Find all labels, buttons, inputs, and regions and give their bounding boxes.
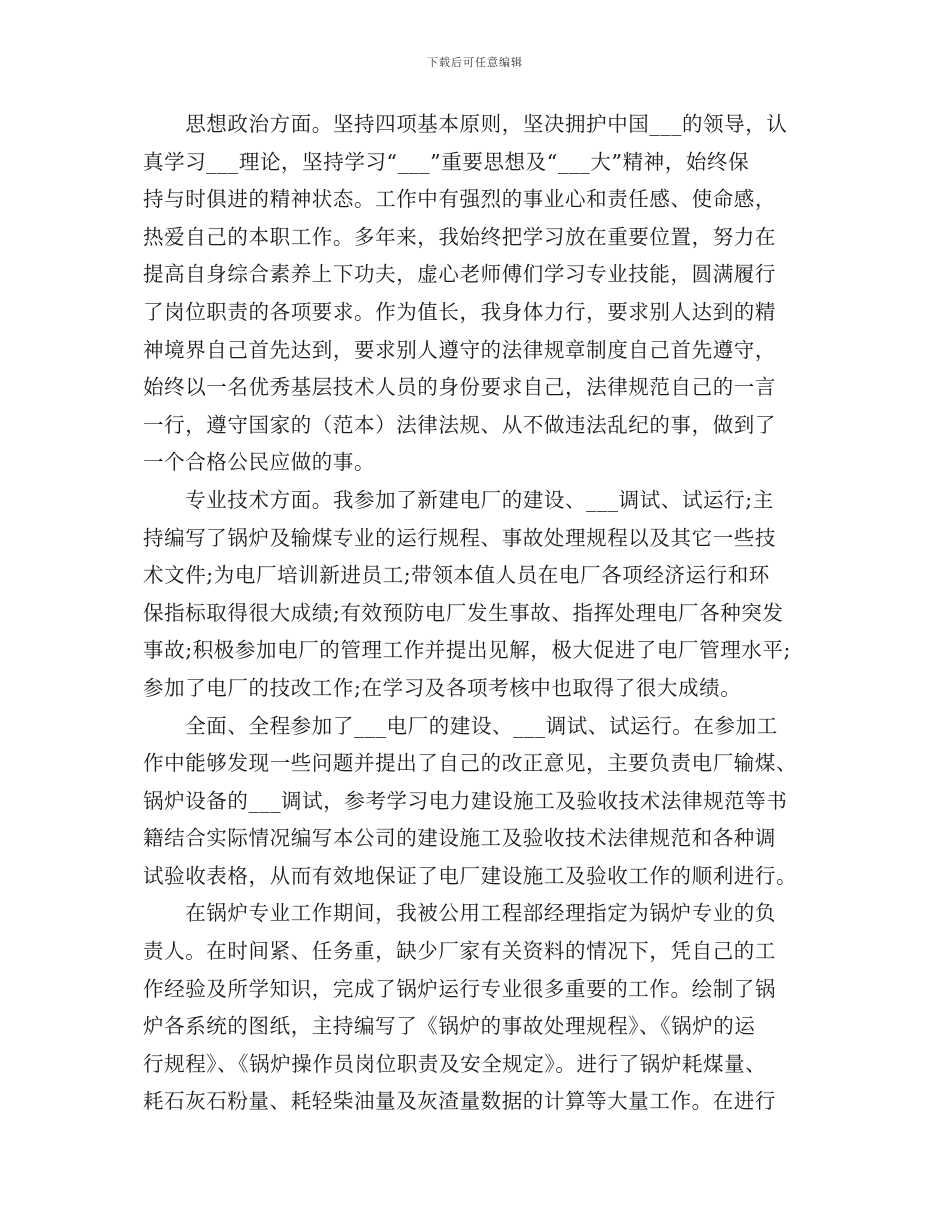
text-line: 热爱自己的本职工作。多年来，我始终把学习放在重要位置，努力在 bbox=[143, 224, 776, 249]
text-line: 专业技术方面。我参加了新建电厂的建设、___调试、试运行;主 bbox=[143, 487, 774, 512]
text-line: 术文件;为电厂培训新进员工;带领本值人员在电厂各项经济运行和环 bbox=[143, 563, 770, 588]
text-line: 炉各系统的图纸，主持编写了《锅炉的事故处理规程》、《锅炉的运 bbox=[143, 1014, 756, 1039]
text-line: 提高自身综合素养上下功夫，虚心老师傅们学习专业技能，圆满履行 bbox=[143, 262, 776, 287]
text-line: 责人。在时间紧、任务重，缺少厂家有关资料的情况下，凭自己的工 bbox=[143, 939, 776, 964]
document-body bbox=[143, 106, 813, 1121]
text-line: 持与时俱进的精神状态。工作中有强烈的事业心和责任感、使命感， bbox=[143, 187, 776, 212]
text-line: 事故;积极参加电厂的管理工作并提出见解，极大促进了电厂管理水平; bbox=[143, 638, 792, 663]
text-line: 一行，遵守国家的（范本）法律法规、从不做违法乱纪的事，做到了 bbox=[143, 412, 776, 437]
text-line: 全面、全程参加了___电厂的建设、___调试、试运行。在参加工 bbox=[143, 713, 778, 738]
text-line: 耗石灰石粉量、耗轻柴油量及灰渣量数据的计算等大量工作。在进行 bbox=[143, 1089, 776, 1114]
text-line: 保指标取得很大成绩;有效预防电厂发生事故、指挥处理电厂各种突发 bbox=[143, 600, 784, 625]
text-line: 作中能够发现一些问题并提出了自己的改正意见，主要负责电厂输煤、 bbox=[143, 751, 798, 776]
text-line: 真学习___理论，坚持学习“___”重要思想及“___大”精神，始终保 bbox=[143, 149, 750, 174]
page-header: 下载后可任意编辑 bbox=[427, 56, 523, 69]
text-line: 籍结合实际情况编写本公司的建设施工及验收技术法律规范和各种调 bbox=[143, 826, 776, 851]
text-line: 作经验及所学知识，完成了锅炉运行专业很多重要的工作。绘制了锅 bbox=[143, 976, 776, 1001]
text-line: 持编写了锅炉及输煤专业的运行规程、事故处理规程以及其它一些技 bbox=[143, 525, 776, 550]
text-line: 始终以一名优秀基层技术人员的身份要求自己，法律规范自己的一言 bbox=[143, 375, 776, 400]
text-line: 了岗位职责的各项要求。作为值长，我身体力行，要求别人达到的精 bbox=[143, 299, 776, 324]
text-line: 神境界自己首先达到，要求别人遵守的法律规章制度自己首先遵守， bbox=[143, 337, 776, 362]
text-line: 思想政治方面。坚持四项基本原则，坚决拥护中国___的领导，认 bbox=[143, 112, 788, 136]
text-line: 参加了电厂的技改工作;在学习及各项考核中也取得了很大成绩。 bbox=[143, 675, 742, 700]
text-line: 在锅炉专业工作期间，我被公用工程部经理指定为锅炉专业的负 bbox=[143, 901, 776, 926]
text-line: 一个合格公民应做的事。 bbox=[143, 450, 376, 475]
text-line: 行规程》、《锅炉操作员岗位职责及安全规定》。进行了锅炉耗煤量、 bbox=[143, 1051, 767, 1076]
text-line: 试验收表格，从而有效地保证了电厂建设施工及验收工作的顺利进行。 bbox=[143, 863, 798, 888]
text-line: 锅炉设备的___调试，参考学习电力建设施工及验收技术法律规范等书 bbox=[143, 788, 788, 813]
